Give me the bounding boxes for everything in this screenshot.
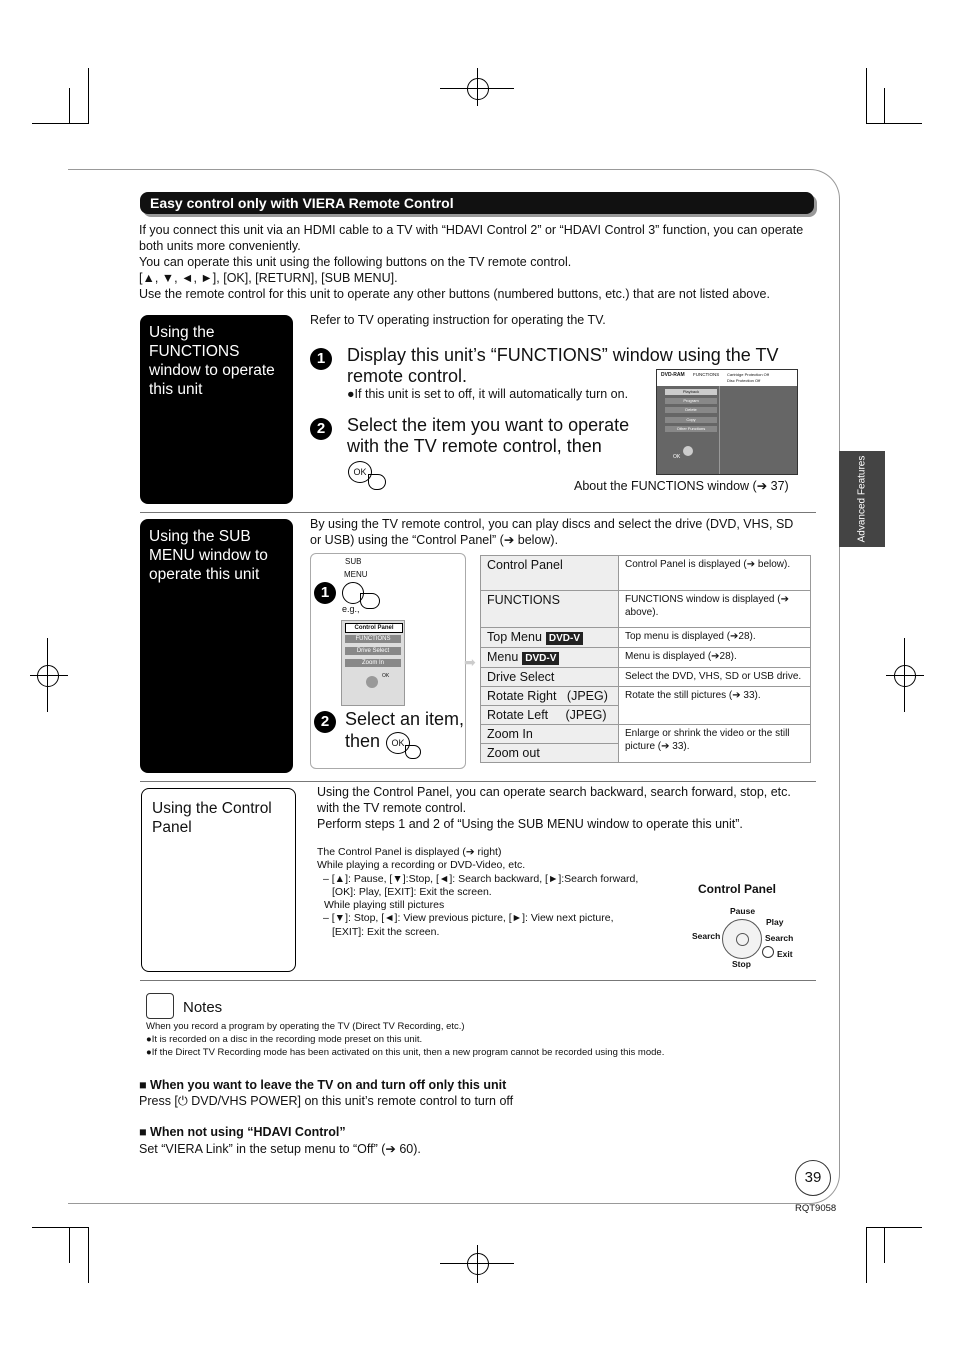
control-panel-text (317, 784, 807, 832)
control-panel-p1: Using the Control Panel, you can operate search backward, search forward, stop, etc. with the TV remote control. (317, 785, 791, 815)
refer-text: Refer to TV operating instruction for operating the TV. (310, 313, 606, 327)
cp-s5: While playing still pictures (324, 899, 445, 912)
table-row (481, 687, 811, 706)
cp-s7: [EXIT]: Exit the screen. (332, 925, 440, 938)
screen-item-delete: Delete (665, 407, 717, 413)
table-cell-left: Zoom out (481, 744, 619, 763)
dvd-v-badge: DVD-V (522, 652, 559, 665)
submenu-label-box: Using the SUB MENU window to operate this unit (140, 519, 293, 773)
table-cell-left: Rotate Right (JPEG) (481, 687, 619, 706)
pause-label: Pause (730, 906, 756, 916)
note-2: ●It is recorded on a disc in the recording mode preset on this unit. (146, 1034, 423, 1045)
step2-number: 2 (310, 418, 332, 440)
step2-text: Select the item you want to operate with the TV remote control, then (347, 415, 630, 456)
table-row (481, 591, 811, 628)
screen-drive: DVD-RAM (661, 372, 685, 378)
notes-text (146, 1020, 826, 1059)
functions-screen (656, 369, 798, 475)
table-cell-left: Zoom In (481, 725, 619, 744)
table-cell-right: Select the DVD, VHS, SD or USB drive. (619, 668, 811, 687)
table-cell-right: Top menu is displayed (➔28). (619, 628, 811, 648)
navigation-dial-icon (366, 676, 378, 688)
note-heading-2: ■ When not using “HDAVI Control” (139, 1125, 346, 1139)
exit-icon (762, 946, 774, 958)
table-cell-right: Menu is displayed (➔28). (619, 648, 811, 668)
table-row (481, 668, 811, 687)
functions-label-box: Using the FUNCTIONS window to operate this unit (140, 315, 293, 504)
table-cell-left: FUNCTIONS (481, 591, 619, 628)
control-panel-p2: Perform steps 1 and 2 of “Using the SUB MENU window to operate this unit”. (317, 817, 743, 831)
intro-p1: If you connect this unit via an HDMI cable to a TV with “HDAVI Control 2” or “HDAVI Control 3” function, you can operate both units more conveniently. (139, 223, 804, 253)
screen-info1: Cartridge Protection Off (727, 372, 769, 377)
side-tab (839, 451, 885, 547)
table-cell-right: Rotate the still pictures (➔ 33). (619, 687, 811, 725)
table-cell-left: Drive Select (481, 668, 619, 687)
search-back-label: Search (692, 931, 721, 941)
then-text: then (345, 731, 381, 751)
page-number: 39 (795, 1160, 831, 1196)
table-cell-left: Menu DVD-V (481, 648, 619, 668)
submenu-desc: By using the TV remote control, you can play discs and select the drive (DVD, VHS, SD or USB) using the “Control Panel” (➔ below). (310, 517, 794, 547)
play-label: Play (766, 917, 784, 927)
intro-text (139, 222, 809, 302)
table-row (481, 628, 811, 648)
note-1: When you record a program by operating the TV (Direct TV Recording, etc.) (146, 1021, 465, 1032)
exit-label: Exit (777, 949, 793, 959)
submenu-table (480, 555, 811, 763)
side-tab-label: Advanced Features (856, 455, 868, 543)
screen-item-program: Program (665, 398, 717, 404)
table-row (481, 556, 811, 591)
note-text-2: Set “VIERA Link” in the setup menu to “Off” (➔ 60). (139, 1142, 421, 1156)
screen-item-copy: Copy (665, 417, 717, 423)
hand-icon (405, 745, 421, 759)
menu-label: MENU (344, 570, 368, 579)
arrow-right-icon: ➡ (464, 654, 476, 670)
intro-p3: [▲, ▼, ◄, ►], [OK], [RETURN], [SUB MENU]. (139, 271, 398, 285)
step1-text: Display this unit’s “FUNCTIONS” window using the TV remote control. (347, 345, 779, 386)
search-forward-label: Search (765, 933, 794, 943)
note-3: ●If the Direct TV Recording mode has been activated on this unit, then a new program cannot be recorded using this mode. (146, 1047, 665, 1058)
stop-label: Stop (732, 959, 751, 969)
table-cell-right: Control Panel is displayed (➔ below). (619, 556, 811, 591)
control-panel-details (317, 846, 677, 939)
eg-label: e.g., (342, 604, 360, 614)
hand-icon (360, 593, 380, 609)
note-text-1: Press [⏻ DVD/VHS POWER] on this unit’s remote control to turn off (139, 1094, 514, 1108)
section-header: Easy control only with VIERA Remote Control (140, 192, 814, 214)
submenu-item-drive-select: Drive Select (345, 647, 401, 655)
sub-menu-screen (341, 620, 405, 706)
submenu-step1-number: 1 (314, 582, 336, 604)
step1-number: 1 (310, 348, 332, 370)
control-panel-dial (722, 919, 762, 959)
submenu-item-zoom-in: Zoom In (345, 659, 401, 667)
table-cell-left: Rotate Left (JPEG) (481, 706, 619, 725)
step1-note: ●If this unit is set to off, it will automatically turn on. (347, 387, 629, 401)
intro-p4: Use the remote control for this unit to operate any other buttons (numbered buttons, etc.) that are not listed above. (139, 287, 770, 301)
intro-p2: You can operate this unit using the following buttons on the TV remote control. (139, 255, 572, 269)
table-cell-right: Enlarge or shrink the video or the still picture (➔ 33). (619, 725, 811, 763)
notes-title: Notes (183, 999, 223, 1016)
cp-s6: – [▼]: Stop, [◄]: View previous picture, [►]: View next picture, (323, 912, 614, 925)
screen-title: FUNCTIONS (693, 372, 720, 377)
ok-center-icon (736, 933, 749, 946)
about-functions: About the FUNCTIONS window (➔ 37) (574, 479, 789, 493)
control-panel-label-box: Using the Control Panel (141, 788, 296, 972)
hand-icon (368, 474, 386, 490)
table-row (481, 725, 811, 744)
note-heading-1: ■ When you want to leave the TV on and turn off only this unit (139, 1078, 507, 1092)
cp-s1: The Control Panel is displayed (➔ right) (317, 846, 502, 858)
screen-item-other: Other Functions (665, 426, 717, 432)
ok-icon: OK (386, 732, 410, 754)
table-cell-right: FUNCTIONS window is displayed (➔ above). (619, 591, 811, 628)
table-cell-left: Top Menu DVD-V (481, 628, 619, 648)
sub-label: SUB (345, 557, 362, 566)
submenu-ok: OK (382, 673, 390, 679)
screen-ok: OK (673, 454, 681, 460)
screen-info2: Disc Protection Off (727, 378, 761, 383)
cp-s2: While playing a recording or DVD-Video, etc. (317, 859, 526, 872)
dvd-v-badge: DVD-V (546, 632, 583, 645)
table-cell-left: Control Panel (481, 556, 619, 591)
select-item-text: Select an item, (345, 709, 465, 729)
notes-icon (146, 993, 174, 1019)
table-row (481, 648, 811, 668)
doc-code: RQT9058 (795, 1203, 837, 1214)
submenu-item-functions: FUNCTIONS (345, 635, 401, 643)
navigation-dial-icon (683, 446, 693, 456)
submenu-step2-number: 2 (314, 711, 336, 733)
cp-s4: [OK]: Play, [EXIT]: Exit the screen. (332, 885, 492, 898)
control-panel-title: Control Panel (698, 882, 777, 896)
submenu-item-control-panel: Control Panel (345, 623, 403, 633)
screen-item-playback: Playback (665, 389, 717, 395)
cp-s3: – [▲]: Pause, [▼]:Stop, [◄]: Search backward, [►]:Search forward, (323, 872, 639, 885)
ok-icon: OK (348, 461, 372, 483)
